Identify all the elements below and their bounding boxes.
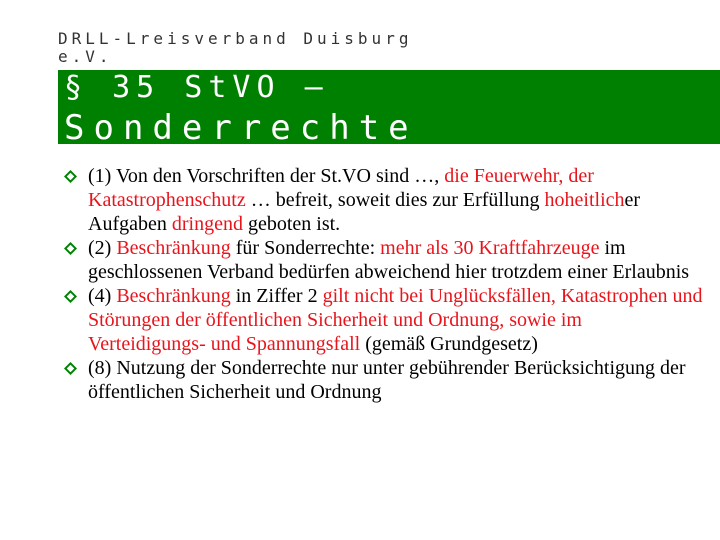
organization-header (58, 30, 412, 66)
bullet-text: geboten ist. (242, 213, 341, 235)
bullet-text: … befreit, soweit dies zur Erfüllung (245, 189, 545, 211)
highlighted-text: gilt nicht bei Unglücksfällen, Katastrophen und Störungen der öffentlichen Sicherheit und Ordnung, sowie im Verteidigungs- und Spannungsfall (88, 285, 703, 355)
slide-title-line-2: Sonderrechte (64, 108, 418, 148)
bullet-item (64, 236, 704, 284)
bullet-item (64, 284, 704, 356)
bullet-text: für Sonderrechte: (230, 237, 381, 259)
bullet-text: (4) (88, 285, 117, 307)
bullet-list (64, 164, 704, 404)
organization-suffix: e.V. (58, 47, 113, 66)
diamond-bullet-icon (64, 242, 77, 255)
bullet-text: er Aufgaben (88, 189, 641, 235)
diamond-bullet-icon (64, 362, 77, 375)
bullet-item (64, 356, 704, 404)
bullet-text: (1) Von den Vorschriften der St.VO sind …, (88, 165, 445, 187)
bullet-text: (gemäß Grundgesetz) (360, 333, 538, 355)
highlighted-text: die Feuerwehr, der Katastrophenschutz (88, 165, 594, 211)
bullet-text: (2) (88, 237, 117, 259)
diamond-bullet-icon (64, 290, 77, 303)
slide-title-bar (58, 70, 720, 148)
bullet-text: (8) Nutzung der Sonderrechte nur unter gebührender Berücksichtigung der öffentlichen Sicherheit und Ordnung (88, 357, 686, 403)
bullet-item (64, 164, 704, 236)
organization-name: DRLL-Lreisverband Duisburg (58, 29, 413, 48)
bullet-text: in Ziffer 2 (230, 285, 323, 307)
bullet-text: im geschlossenen Verband bedürfen abweichend hier trotzdem einer Erlaubnis (88, 237, 690, 283)
diamond-bullet-icon (64, 170, 77, 183)
highlighted-text: Beschränkung (116, 237, 231, 259)
highlighted-text: Beschränkung (116, 285, 231, 307)
highlighted-text: hoheitlich (544, 189, 625, 211)
highlighted-text: dringend (171, 213, 243, 235)
slide-title-line-1: § 35 StVO – (64, 70, 329, 105)
highlighted-text: mehr als 30 Kraftfahrzeuge (380, 237, 600, 259)
